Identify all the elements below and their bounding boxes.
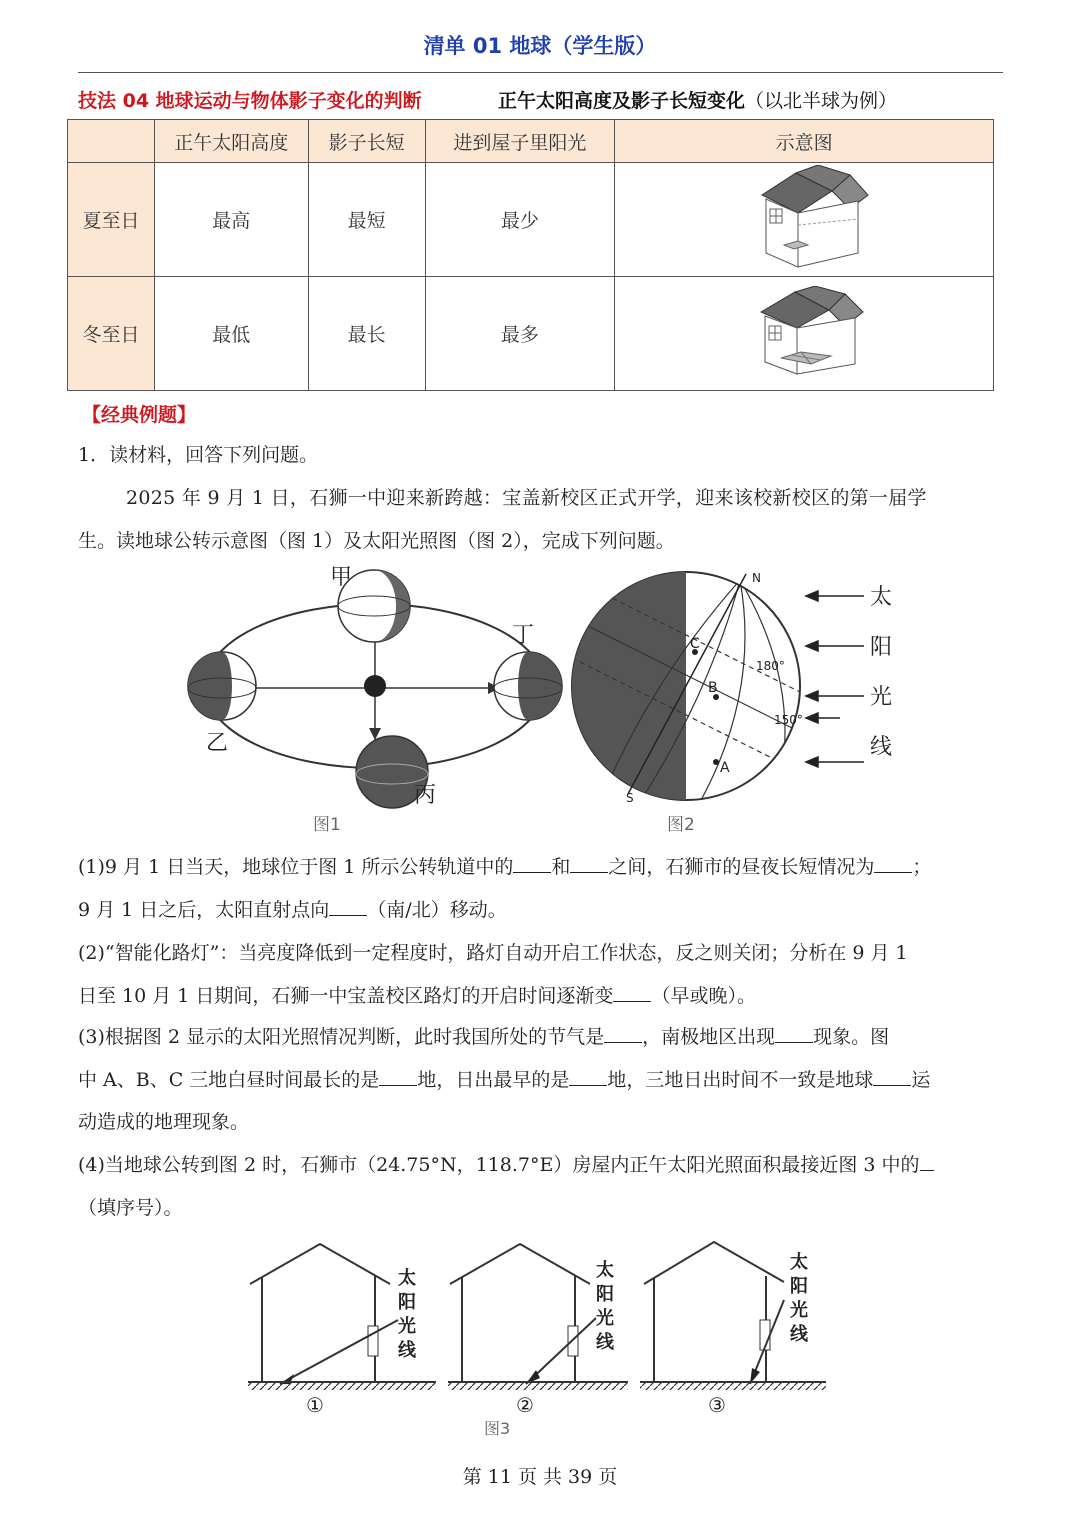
table-cell: 最长 <box>308 277 425 391</box>
q3-text: 地，日出最早的是 <box>417 1069 570 1091</box>
fig2-caption: 图2 <box>667 815 695 835</box>
row-label: 冬至日 <box>68 277 155 391</box>
q1-text: 9 月 1 日之后，太阳直射点向 <box>78 899 330 921</box>
answer-blank[interactable] <box>604 1024 642 1043</box>
q3-text: 地，三地日出时间不一致是地球 <box>607 1069 874 1091</box>
fig3-option-2: ② <box>516 1393 534 1417</box>
table-row <box>68 163 994 277</box>
technique-subtitle <box>498 86 897 113</box>
summer-house-diagram <box>734 165 874 269</box>
table-header-cell: 影子长短 <box>308 120 425 163</box>
answer-blank[interactable] <box>329 897 367 916</box>
q3-text: ，南极地区出现 <box>642 1026 776 1048</box>
fig3-sun-char: 光 <box>596 1308 614 1329</box>
q4-text: (4)当地球公转到图 2 时，石狮市（24.75°N，118.7°E）房屋内正午太阳光照面积最接近图 3 中的 <box>78 1154 920 1176</box>
table-header-row <box>68 120 994 163</box>
table-cell: 最短 <box>308 163 425 277</box>
question-3-line-1 <box>78 1016 1003 1059</box>
fig2-sun-char: 太 <box>870 585 893 610</box>
document-title: 清单 01 地球（学生版） <box>423 34 657 58</box>
answer-blank[interactable] <box>613 983 651 1002</box>
table-cell: 最高 <box>154 163 308 277</box>
figure-3 <box>240 1234 840 1444</box>
fig2-lon-180: 180° <box>756 659 785 673</box>
question-1-line-2 <box>78 889 1003 932</box>
table-cell: 最低 <box>154 277 308 391</box>
fig2-south: S <box>626 791 634 805</box>
winter-house-diagram <box>739 286 869 376</box>
diagram-cell <box>615 163 994 277</box>
question-4-line-1 <box>78 1144 1003 1187</box>
question-intro: 1．读材料，回答下列问题。 <box>78 444 319 466</box>
fig3-sun-char: 阳 <box>398 1292 416 1313</box>
table-cell: 最少 <box>425 163 615 277</box>
fig3-sun-char: 线 <box>398 1340 416 1361</box>
table-header-cell: 示意图 <box>615 120 994 163</box>
fig1-caption: 图1 <box>313 815 341 835</box>
q1-text: ； <box>912 856 932 878</box>
fig2-sun-char: 光 <box>870 685 893 710</box>
q1-text: 之间，石狮市的昼夜长短情况为 <box>608 856 875 878</box>
house-option-1 <box>248 1244 436 1417</box>
fig3-sun-char: 太 <box>398 1268 416 1289</box>
fig3-sun-char: 阳 <box>596 1284 614 1305</box>
fig3-option-3: ③ <box>708 1393 726 1417</box>
q1-text: （南/北）移动。 <box>367 899 507 921</box>
table-row <box>68 277 994 391</box>
row-label: 夏至日 <box>68 163 155 277</box>
fig2-north: N <box>752 571 761 585</box>
fig2-lon-150: 150° <box>774 713 803 727</box>
fig1-label-yi: 乙 <box>206 731 229 756</box>
question-1-line-1 <box>78 846 1003 889</box>
fig3-sun-char: 光 <box>790 1300 808 1321</box>
section-title: 【经典例题】 <box>82 404 197 426</box>
fig1-orbit <box>188 565 562 835</box>
page-footer: 第 11 页 共 39 页 <box>462 1466 618 1488</box>
fig1-label-jia: 甲 <box>330 565 353 590</box>
answer-blank[interactable] <box>379 1067 417 1086</box>
fig1-label-ding: 丁 <box>512 623 535 648</box>
fig2-sun-char: 线 <box>870 735 893 760</box>
subtitle-note: （以北半球为例） <box>745 90 898 112</box>
sun-icon <box>364 675 386 697</box>
fig3-caption: 图3 <box>484 1419 511 1438</box>
q2-text: 日至 10 月 1 日期间，石狮一中宝盖校区路灯的开启时间逐渐变 <box>78 985 614 1007</box>
house-option-3 <box>640 1242 826 1417</box>
fig2-point-b: B <box>708 680 718 696</box>
answer-blank[interactable] <box>775 1024 813 1043</box>
answer-blank[interactable] <box>513 854 551 873</box>
fig3-sun-char: 光 <box>398 1316 416 1337</box>
table-header-cell <box>68 120 155 163</box>
answer-blank[interactable] <box>874 854 912 873</box>
diagram-cell <box>615 277 994 391</box>
q3-text: (3)根据图 2 显示的太阳光照情况判断，此时我国所处的节气是 <box>78 1026 605 1048</box>
question-3-line-3: 动造成的地理现象。 <box>78 1111 250 1133</box>
fig2-point-a: A <box>720 760 730 776</box>
question-4-line-2: （填序号）。 <box>78 1197 183 1219</box>
fig3-sun-char: 太 <box>790 1252 808 1273</box>
subtitle-bold: 正午太阳高度及影子长短变化 <box>498 90 746 112</box>
material-line: 2025 年 9 月 1 日，石狮一中迎来新跨越：宝盖新校区正式开学，迎来该校新校区的第一届学 <box>126 487 927 509</box>
fig2-sun-char: 阳 <box>870 635 893 660</box>
house-option-2 <box>448 1244 628 1438</box>
shadow-table <box>67 119 994 391</box>
fig2-illumination <box>572 571 892 835</box>
figures-1-2 <box>180 562 900 842</box>
q3-text: 中 A、B、C 三地白昼时间最长的是 <box>78 1069 380 1091</box>
table-header-cell: 进到屋子里阳光 <box>425 120 615 163</box>
fig3-sun-char: 线 <box>596 1332 614 1353</box>
q1-text: (1)9 月 1 日当天，地球位于图 1 所示公转轨道中的 <box>78 856 514 878</box>
table-header-cell: 正午太阳高度 <box>154 120 308 163</box>
fig2-point-c: C <box>690 636 700 652</box>
answer-blank[interactable] <box>873 1067 911 1086</box>
question-2-line-2 <box>78 975 1003 1018</box>
fig3-sun-char: 太 <box>596 1260 614 1281</box>
fig3-sun-char: 阳 <box>790 1276 808 1297</box>
fig1-label-bing: 丙 <box>414 783 437 808</box>
fig3-sun-char: 线 <box>790 1324 808 1345</box>
fig3-option-1: ① <box>306 1393 324 1417</box>
q2-text: （早或晚）。 <box>651 985 756 1007</box>
technique-title: 技法 04 地球运动与物体影子变化的判断 <box>78 90 422 112</box>
q1-text: 和 <box>551 856 571 878</box>
material-line: 生。读地球公转示意图（图 1）及太阳光照图（图 2），完成下列问题。 <box>78 530 675 552</box>
question-2-line-1: (2)“智能化路灯”：当亮度降低到一定程度时，路灯自动开启工作状态，反之则关闭；分析在 9 月 1 <box>78 942 908 964</box>
q3-text: 现象。图 <box>813 1026 890 1048</box>
header-divider <box>78 72 1003 73</box>
question-3-line-2 <box>78 1059 1003 1102</box>
table-cell: 最多 <box>425 277 615 391</box>
answer-blank[interactable] <box>920 1152 934 1171</box>
q3-text: 运 <box>911 1069 931 1091</box>
answer-blank[interactable] <box>569 1067 607 1086</box>
answer-blank[interactable] <box>570 854 608 873</box>
